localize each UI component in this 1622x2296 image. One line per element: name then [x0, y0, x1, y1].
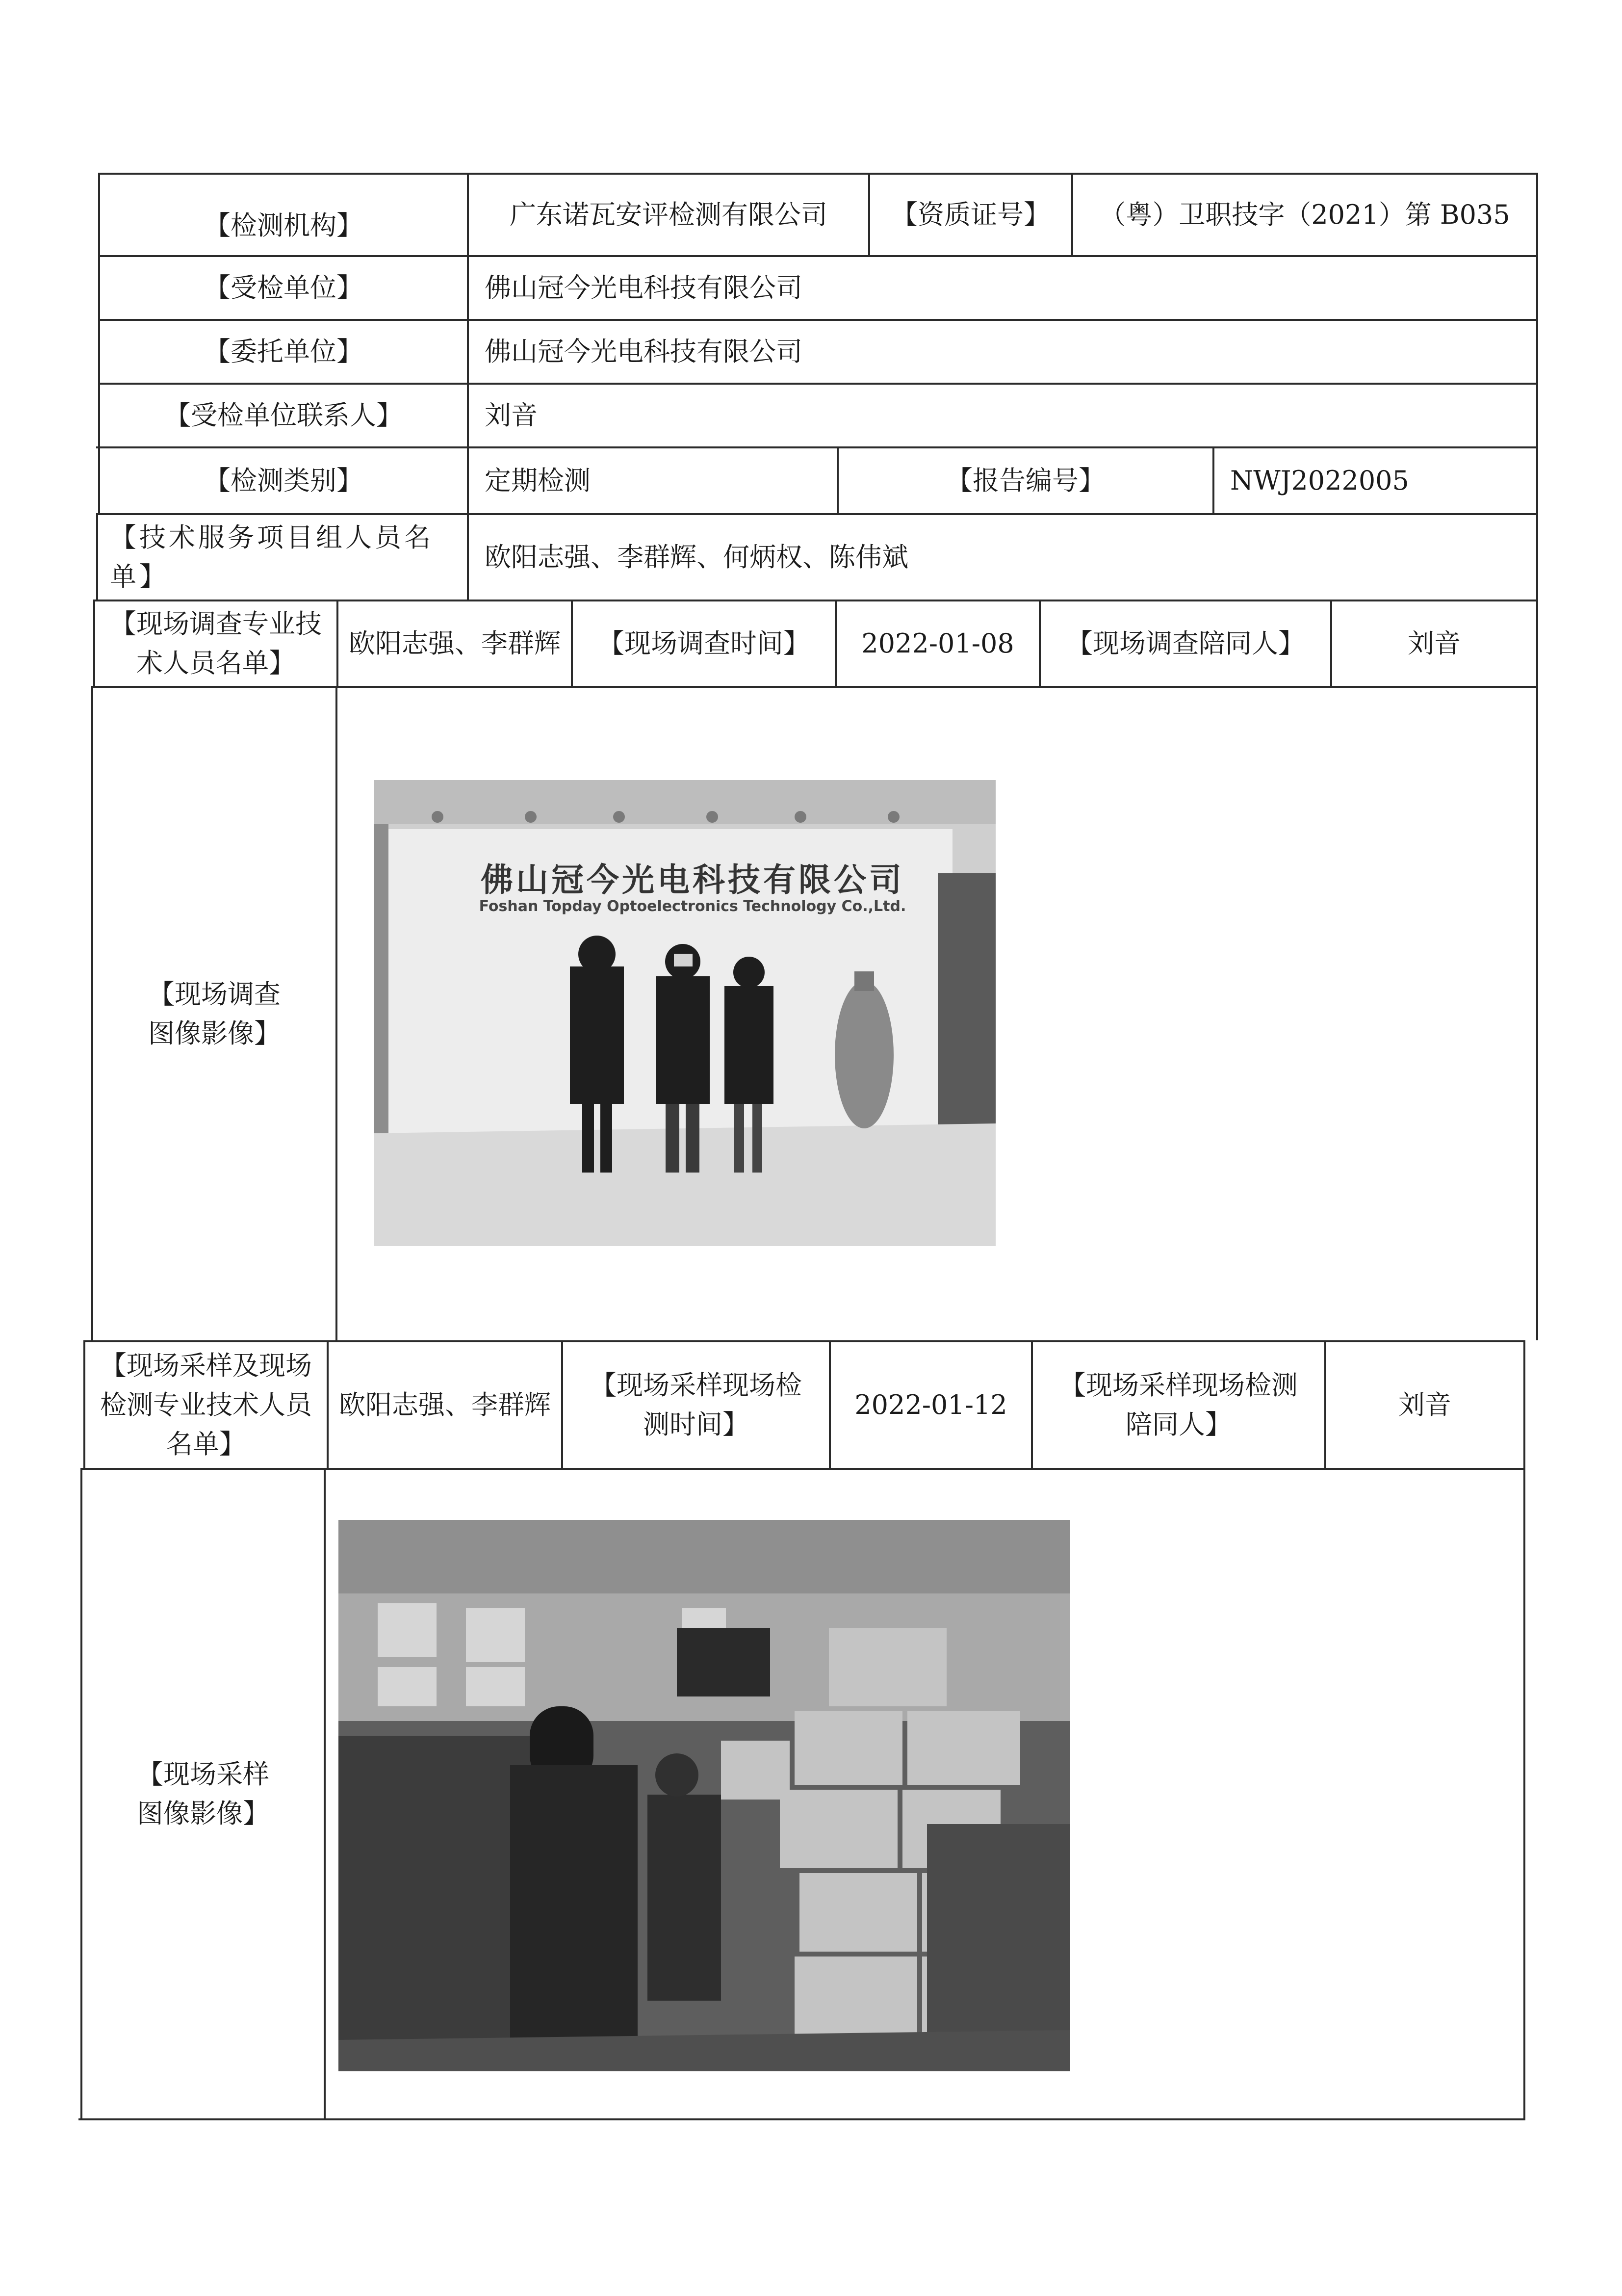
institution-value: 广东诺瓦安评检测有限公司 — [510, 199, 827, 230]
survey-staff-label: 【现场调查专业技术人员名单】 — [110, 608, 322, 678]
category-value: 定期检测 — [485, 465, 591, 496]
sampling-companion-value: 刘音 — [1398, 1389, 1451, 1420]
sampling-image-label: 【现场采样图像影像】 — [137, 1759, 269, 1829]
team-value: 欧阳志强、李群辉、何炳权、陈伟斌 — [485, 542, 908, 573]
rule — [1536, 173, 1538, 1340]
qualification-value: （粤）卫职技字（2021）第 B035 — [1099, 199, 1510, 230]
contact-label: 【受检单位联系人】 — [164, 400, 403, 431]
category-label: 【检测类别】 — [204, 465, 363, 496]
team-label: 【技术服务项目组人员名单】 — [110, 522, 434, 592]
sampling-time-label: 【现场采样现场检测时间】 — [590, 1370, 802, 1440]
survey-image-label: 【现场调查图像影像】 — [148, 979, 281, 1049]
sampling-staff-value: 欧阳志强、李群辉 — [339, 1389, 551, 1420]
rule — [335, 686, 337, 1340]
survey-sign-en: Foshan Topday Optoelectronics Technology Co.,Ltd. — [479, 898, 906, 915]
survey-time-value: 2022-01-08 — [861, 628, 1014, 659]
survey-companion-value: 刘音 — [1408, 628, 1461, 659]
rule — [1523, 1340, 1525, 2120]
entrust-unit-value: 佛山冠今光电科技有限公司 — [485, 336, 802, 367]
sampling-time-value: 2022-01-12 — [854, 1389, 1007, 1420]
report-number-value: NWJ2022005 — [1230, 465, 1409, 496]
survey-photo-drawing — [374, 780, 996, 1246]
survey-companion-label: 【现场调查陪同人】 — [1066, 628, 1305, 659]
survey-photo — [374, 780, 996, 1246]
sampling-photo — [338, 1520, 1070, 2071]
sampling-staff-label: 【现场采样及现场检测专业技术人员名单】 — [100, 1350, 312, 1460]
qualification-label: 【资质证号】 — [891, 199, 1050, 230]
sampling-photo-drawing — [338, 1520, 1070, 2071]
survey-staff-value: 欧阳志强、李群辉 — [349, 628, 561, 659]
survey-time-label: 【现场调查时间】 — [598, 628, 810, 659]
inspected-unit-value: 佛山冠今光电科技有限公司 — [485, 272, 802, 303]
report-number-label: 【报告编号】 — [946, 465, 1105, 496]
rule — [78, 2118, 1524, 2120]
contact-value: 刘音 — [485, 400, 538, 431]
inspected-unit-label: 【受检单位】 — [204, 272, 363, 303]
entrust-unit-label: 【委托单位】 — [204, 336, 363, 367]
sampling-companion-label: 【现场采样现场检测陪同人】 — [1059, 1370, 1298, 1440]
institution-label: 【检测机构】 — [204, 210, 363, 241]
survey-sign-cn: 佛山冠今光电科技有限公司 — [481, 861, 904, 899]
rule — [324, 1468, 326, 2120]
